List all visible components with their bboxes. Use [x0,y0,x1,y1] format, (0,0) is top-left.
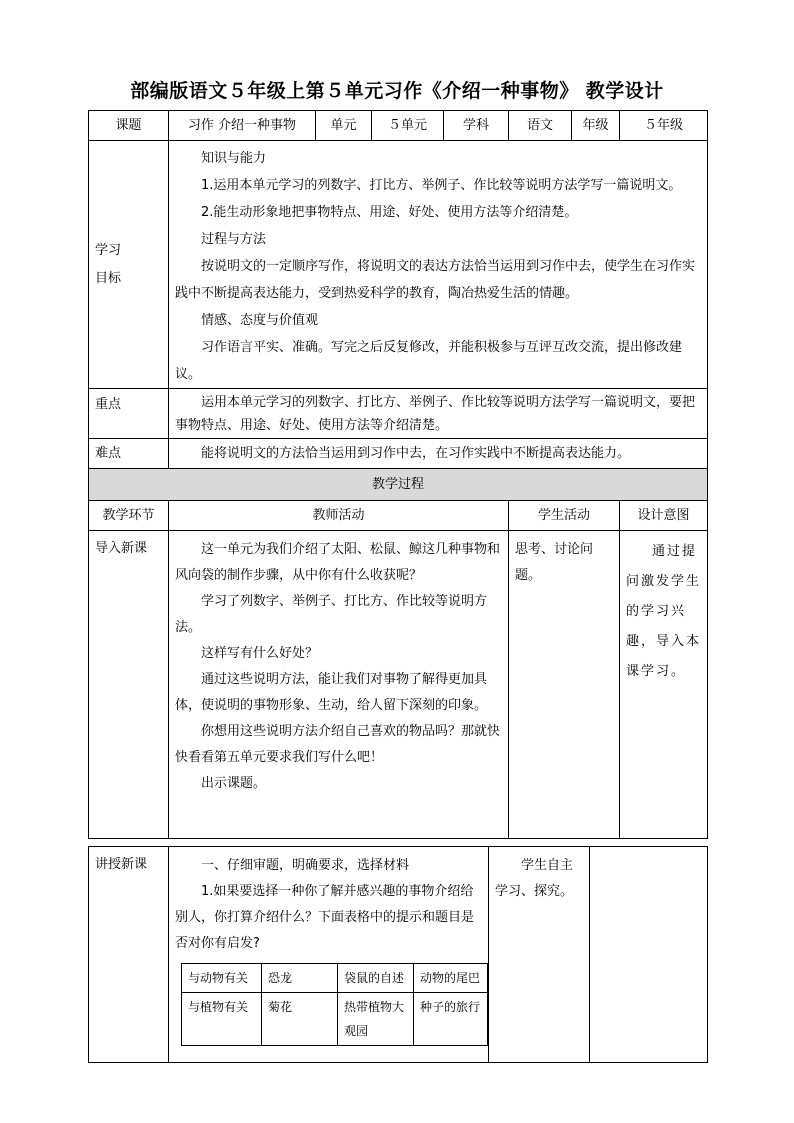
document-title: 部编版语文５年级上第５单元习作《介绍一种事物》 教学设计 [130,80,664,102]
teach-row [89,847,708,1063]
teach-stage: 讲授新课 [89,847,169,1063]
teach-student [489,847,590,1063]
lesson-plan-table [88,110,708,839]
process-title-row [89,469,708,501]
key-text [169,389,708,439]
goals-heading-process: 过程与方法 [201,232,267,247]
intro-student-text: 思考、讨论问题。 [515,542,594,583]
col-stage: 教学环节 [89,501,169,531]
topic-cell: 恐龙 [262,964,338,993]
goals-row [89,141,708,389]
key-label: 重点 [89,389,169,439]
teach-teacher-2: 1.如果要选择一种你了解并感兴趣的事物介绍给别人，你打算介绍什么？下面表格中的提示和题目是否对你有启发? [175,884,475,951]
label-grade: 年级 [572,111,620,141]
process-title: 教学过程 [89,469,708,501]
intro-teacher-6: 出示课题。 [201,776,267,791]
topic-row-plant [182,993,488,1046]
goals-heading-emotion: 情感、态度与价值观 [201,313,319,328]
topic-cell: 种子的旅行 [414,993,488,1046]
label-unit: 单元 [316,111,372,141]
goals-label-2: 目标 [95,270,122,286]
goals-emotion-text: 习作语言平实、准确。写完之后反复修改，并能积极参与互评互改交流，提出修改建议。 [175,340,683,382]
difficulty-text-content: 能将说明文的方法恰当运用到习作中去，在习作实践中不断提高表达能力。 [201,446,631,461]
intro-teacher-1: 这一单元为我们介绍了太阳、松鼠、鲸这几种事物和风向袋的制作步骤，从中你有什么收获呢？ [175,542,501,583]
goals-content [169,141,708,389]
unit-value: ５单元 [372,111,444,141]
intro-teacher-5: 你想用这些说明方法介绍自己喜欢的物品吗？那就快快看看第五单元要求我们写什么吧！ [175,724,501,765]
difficulty-label: 难点 [89,439,169,469]
teach-student-text: 学生自主学习、探究。 [495,858,574,899]
key-text-content: 运用本单元学习的列数字、打比方、举例子、作比较等说明方法学写一篇说明文，要把事物特点、用途、好处、使用方法等介绍清楚。 [175,395,696,433]
col-student: 学生活动 [509,501,620,531]
col-intent: 设计意图 [620,501,708,531]
teaching-table [88,846,708,1063]
subject-value: 语文 [509,111,572,141]
topic-cell: 与动物有关 [182,964,262,993]
teach-intent [590,847,708,1063]
col-teacher: 教师活动 [169,501,509,531]
teach-teacher [169,847,489,1063]
header-row [89,111,708,141]
label-subject: 学科 [444,111,509,141]
intro-intent-text: 通过提问激发学生的学习兴趣，导入本课学习。 [626,544,702,679]
goals-heading-knowledge: 知识与能力 [201,151,267,166]
topic-row-animal [182,964,488,993]
topic-cell: 菊花 [262,993,338,1046]
intro-student [509,531,620,839]
intro-stage: 导入新课 [89,531,169,839]
grade-value: ５年级 [620,111,708,141]
key-row [89,389,708,439]
topic-cell: 热带植物大观园 [338,993,414,1046]
lesson-title: 习作 介绍一种事物 [169,111,316,141]
difficulty-row [89,439,708,469]
intro-teacher-4: 通过这些说明方法，能让我们对事物了解得更加具体，使说明的事物形象、生动，给人留下深刻的印象。 [175,672,488,713]
label-lesson: 课题 [89,111,169,141]
intro-teacher-3: 这样写有什么好处？ [201,646,319,661]
goals-label-cell [89,141,169,389]
intro-intent [620,531,708,839]
difficulty-text [169,439,708,469]
topic-hint-table [181,963,488,1046]
goals-label-1: 学习 [95,242,122,258]
topic-cell: 动物的尾巴 [414,964,488,993]
intro-row [89,531,708,839]
topic-cell: 袋鼠的自述 [338,964,414,993]
teach-teacher-1: 一、仔细审题，明确要求，选择材料 [201,858,410,873]
goals-process-text: 按说明文的一定顺序写作，将说明文的表达方法恰当运用到习作中去，使学生在习作实践中不断提高表达能力，受到热爱科学的教育，陶冶热爱生活的情趣。 [175,259,696,301]
intro-teacher-2: 学习了列数字、举例子、打比方、作比较等说明方法。 [175,594,488,635]
process-header-row [89,501,708,531]
goals-item-1: 1.运用本单元学习的列数字、打比方、举例子、作比较等说明方法学写一篇说明文。 [201,178,682,193]
topic-cell: 与植物有关 [182,993,262,1046]
intro-teacher [169,531,509,839]
goals-item-2: 2.能生动形象地把事物特点、用途、好处、使用方法等介绍清楚。 [201,205,578,220]
